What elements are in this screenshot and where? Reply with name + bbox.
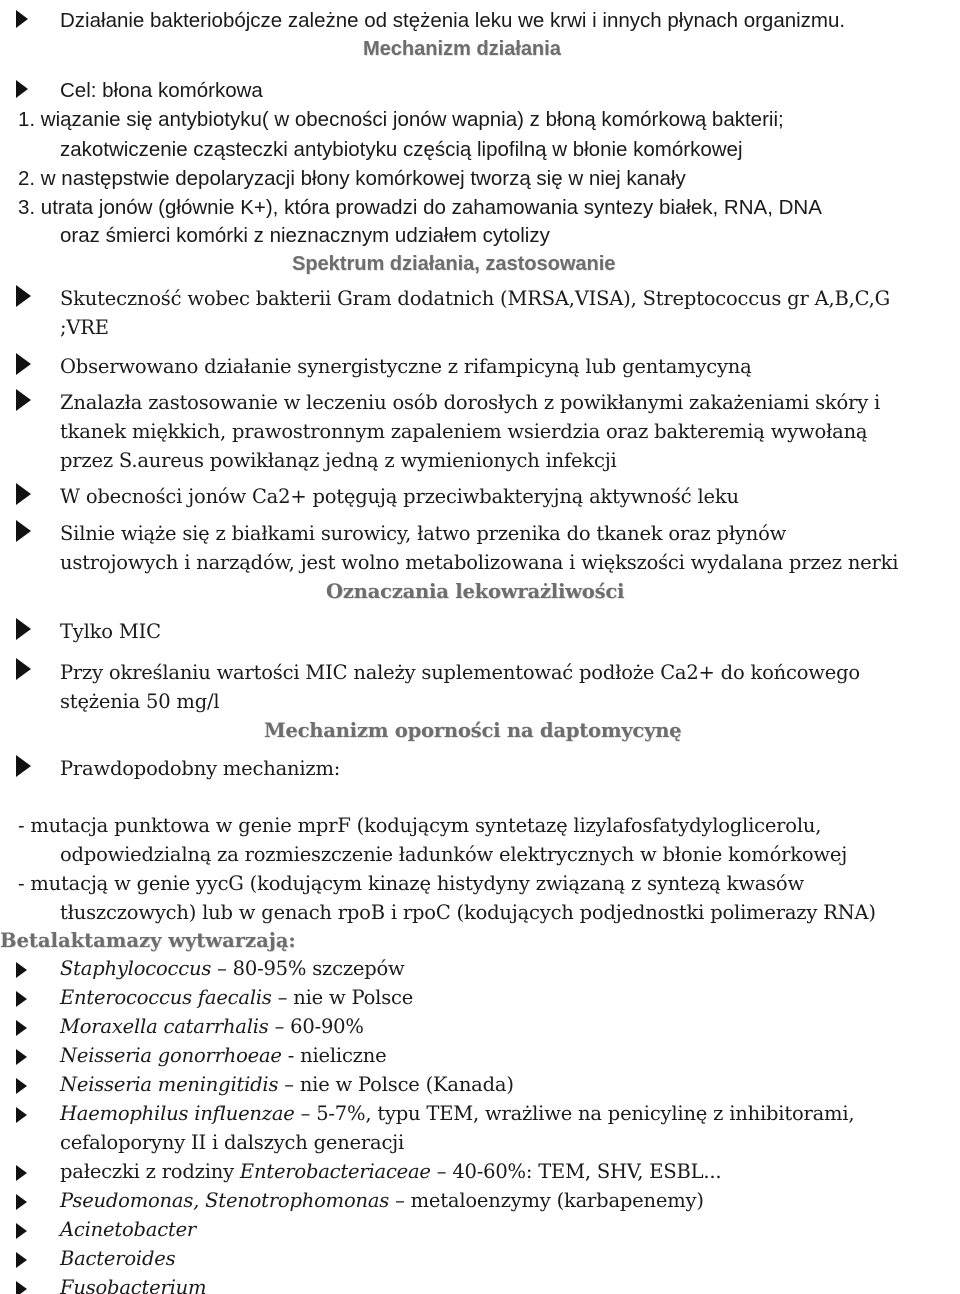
bullet-triangle-icon	[16, 1107, 27, 1123]
spectrum-item-1: Skuteczność wobec bakterii Gram dodatnich (MRSA,VISA), Streptococcus gr A,B,C,G	[60, 287, 890, 310]
organism-name: Pseudomonas, Stenotrophomonas	[60, 1189, 390, 1212]
section-heading-mechanism: Mechanizm działania	[363, 38, 561, 60]
bullet-triangle-icon	[16, 1281, 27, 1294]
mechanism-step-1: 1. wiązanie się antybiotyku( w obecności jonów wapnia) z błoną komórkową bakterii;	[18, 108, 784, 131]
bullet-triangle-icon	[16, 1020, 27, 1036]
susceptibility-item-1: Tylko MIC	[60, 620, 161, 643]
betalactamase-item	[60, 1045, 386, 1067]
bullet-triangle-icon	[16, 1194, 27, 1210]
bullet-triangle-icon	[16, 755, 31, 777]
betalactamase-item	[60, 987, 413, 1009]
bullet-triangle-icon	[16, 10, 28, 28]
resistance-mutation-1: - mutacja punktowa w genie mprF (kodującym syntetazę lizylafosfatydyloglicerolu,	[18, 814, 822, 837]
spectrum-item-1-cont: ;VRE	[60, 316, 109, 339]
item-detail: – nie w Polsce (Kanada)	[278, 1073, 514, 1096]
spectrum-item-4: W obecności jonów Ca2+ potęgują przeciwbakteryjną aktywność leku	[60, 485, 739, 508]
organism-name: Staphylococcus	[60, 957, 212, 980]
betalactamase-item	[60, 1277, 206, 1294]
section-heading-resistance: Mechanizm oporności na daptomycynę	[264, 719, 682, 742]
betalactamase-item	[60, 1074, 514, 1096]
bullet-triangle-icon	[16, 389, 31, 411]
organism-name: Enterococcus faecalis	[60, 986, 272, 1009]
betalactamase-item	[60, 1219, 196, 1241]
mechanism-step-3-cont: oraz śmierci komórki z nieznacznym udziałem cytolizy	[60, 224, 550, 247]
intro-line: Działanie bakteriobójcze zależne od stężenia leku we krwi i innych płynach organizmu.	[60, 9, 846, 32]
section-heading-susceptibility: Oznaczania lekowrażliwości	[326, 580, 625, 603]
organism-name: Moraxella catarrhalis	[60, 1015, 269, 1038]
spectrum-item-3-cont2: przez S.aureus powikłanąz jedną z wymienionych infekcji	[60, 449, 617, 472]
item-prefix: pałeczki z rodziny	[60, 1160, 240, 1183]
bullet-triangle-icon	[16, 520, 31, 542]
mechanism-step-2: 2. w następstwie depolaryzacji błony komórkowej tworzą się w niej kanały	[18, 167, 686, 190]
item-detail: – 5-7%, typu TEM, wrażliwe na penicylinę z inhibitorami,	[294, 1102, 855, 1125]
susceptibility-item-2-cont: stężenia 50 mg/l	[60, 690, 220, 713]
item-detail: – 80-95% szczepów	[211, 957, 405, 980]
item-detail: – metaloenzymy (karbapenemy)	[389, 1189, 704, 1212]
bullet-triangle-icon	[16, 483, 31, 505]
organism-name: Neisseria gonorrhoeae	[60, 1044, 282, 1067]
bullet-triangle-icon	[16, 353, 31, 375]
bullet-triangle-icon	[16, 618, 31, 640]
spectrum-item-3-cont1: tkanek miękkich, prawostronnym zapaleniem wsierdzia oraz bakteremią wywołaną	[60, 420, 868, 443]
betalactamase-item	[60, 1103, 854, 1125]
organism-name: Neisseria meningitidis	[60, 1073, 279, 1096]
resistance-mutation-2: - mutacją w genie yycG (kodującym kinazę histydyny związaną z syntezą kwasów	[18, 872, 804, 895]
target-line: Cel: błona komórkowa	[60, 79, 263, 102]
section-heading-betalactamases: Betalaktamazy wytwarzają:	[0, 929, 296, 952]
spectrum-item-5: Silnie wiąże się z białkami surowicy, łatwo przenika do tkanek oraz płynów	[60, 522, 787, 545]
bullet-triangle-icon	[16, 285, 31, 307]
betalactamase-item	[60, 1190, 704, 1212]
item-detail: - nieliczne	[281, 1044, 387, 1067]
betalactamase-item	[60, 1161, 721, 1183]
item-detail: – 40-60%: TEM, SHV, ESBL...	[430, 1160, 722, 1183]
bullet-triangle-icon	[16, 962, 27, 978]
organism-name: Haemophilus influenzae	[60, 1102, 295, 1125]
bullet-triangle-icon	[16, 991, 27, 1007]
resistance-item-1: Prawdopodobny mechanizm:	[60, 757, 341, 780]
betalactamase-item	[60, 1248, 175, 1270]
susceptibility-item-2: Przy określaniu wartości MIC należy suplementować podłoże Ca2+ do końcowego	[60, 661, 860, 684]
betalactamase-item	[60, 958, 405, 980]
bullet-triangle-icon	[16, 1223, 27, 1239]
resistance-mutation-1-cont: odpowiedzialną za rozmieszczenie ładunków elektrycznych w błonie komórkowej	[60, 843, 848, 866]
betalactamase-item	[60, 1016, 364, 1038]
bullet-triangle-icon	[16, 1078, 27, 1094]
item-detail: – nie w Polsce	[271, 986, 414, 1009]
resistance-mutation-2-cont: tłuszczowych) lub w genach rpoB i rpoC (kodujących podjednostki polimerazy RNA)	[60, 901, 876, 924]
section-heading-spectrum: Spektrum działania, zastosowanie	[292, 253, 616, 275]
mechanism-step-3: 3. utrata jonów (głównie K+), która prowadzi do zahamowania syntezy białek, RNA, DNA	[18, 196, 822, 219]
spectrum-item-5-cont: ustrojowych i narządów, jest wolno metabolizowana i większości wydalana przez nerki	[60, 551, 899, 574]
item-detail: – 60-90%	[268, 1015, 364, 1038]
spectrum-item-3: Znalazła zastosowanie w leczeniu osób dorosłych z powikłanymi zakażeniami skóry i	[60, 391, 881, 414]
bullet-triangle-icon	[16, 1049, 27, 1065]
bullet-triangle-icon	[16, 80, 28, 98]
organism-name: Bacteroides	[60, 1247, 176, 1270]
organism-name: Fusobacterium	[60, 1276, 207, 1294]
betalactamase-item-cont: cefaloporyny II i dalszych generacji	[60, 1131, 405, 1154]
spectrum-item-2: Obserwowano działanie synergistyczne z rifampicyną lub gentamycyną	[60, 355, 752, 378]
bullet-triangle-icon	[16, 1165, 27, 1181]
bullet-triangle-icon	[16, 1252, 27, 1268]
organism-name: Acinetobacter	[60, 1218, 197, 1241]
organism-name: Enterobacteriaceae	[239, 1160, 431, 1183]
mechanism-step-1-cont: zakotwiczenie cząsteczki antybiotyku częścią lipofilną w błonie komórkowej	[60, 138, 743, 161]
bullet-triangle-icon	[16, 658, 31, 680]
